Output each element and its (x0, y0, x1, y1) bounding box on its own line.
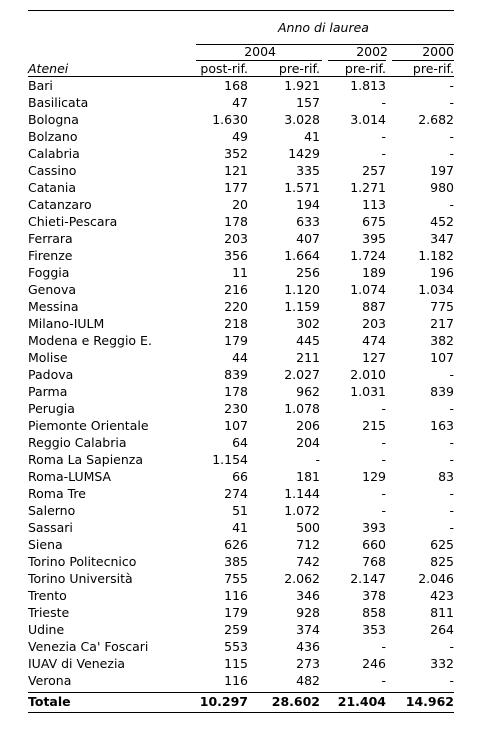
ateneo-name: Bolzano (28, 129, 78, 144)
ateneo-name: Verona (28, 673, 72, 688)
ateneo-name: Piemonte Orientale (28, 418, 149, 433)
col-header-post-rif: post-rif. (200, 61, 248, 76)
post-rif-2004-cell: 47 (232, 95, 248, 110)
super-header-rule (196, 44, 454, 45)
pre-rif-2004-cell: 211 (296, 350, 320, 365)
table-row (28, 230, 454, 247)
table-row (28, 570, 454, 587)
pre-rif-2004-cell: 3.028 (284, 112, 320, 127)
table-row (28, 502, 454, 519)
post-rif-2004-cell: 116 (224, 588, 248, 603)
pre-rif-2002-cell: 393 (362, 520, 386, 535)
post-rif-2004-cell: 178 (224, 214, 248, 229)
pre-rif-2004-cell: 1.072 (284, 503, 320, 518)
table-row (28, 145, 454, 162)
post-rif-2004-cell: 66 (232, 469, 248, 484)
pre-rif-2000-cell: - (449, 452, 454, 467)
pre-rif-2004-cell: 1.078 (284, 401, 320, 416)
pre-rif-2002-cell: 887 (362, 299, 386, 314)
pre-rif-2000-cell: - (449, 673, 454, 688)
pre-rif-2002-cell: - (381, 401, 386, 416)
pre-rif-2000-cell: 625 (430, 537, 454, 552)
table-row (28, 621, 454, 638)
table-row (28, 281, 454, 298)
post-rif-2004-cell: 839 (224, 367, 248, 382)
pre-rif-2002-cell: - (381, 503, 386, 518)
table-row (28, 468, 454, 485)
ateneo-name: Ferrara (28, 231, 73, 246)
ateneo-name: Udine (28, 622, 65, 637)
table-row (28, 162, 454, 179)
post-rif-2004-cell: 51 (232, 503, 248, 518)
post-rif-2004-cell: 385 (224, 554, 248, 569)
total-pre-rif-2002: 21.404 (337, 694, 386, 709)
ateneo-name: Bologna (28, 112, 79, 127)
pre-rif-2004-cell: 407 (296, 231, 320, 246)
pre-rif-2000-cell: - (449, 435, 454, 450)
pre-rif-2000-cell: 163 (430, 418, 454, 433)
ateneo-name: Padova (28, 367, 74, 382)
post-rif-2004-cell: 220 (224, 299, 248, 314)
post-rif-2004-cell: 168 (224, 78, 248, 93)
pre-rif-2004-cell: 1.571 (284, 180, 320, 195)
pre-rif-2004-cell: 273 (296, 656, 320, 671)
post-rif-2004-cell: 203 (224, 231, 248, 246)
post-rif-2004-cell: 1.154 (212, 452, 248, 467)
pre-rif-2002-cell: 660 (362, 537, 386, 552)
pre-rif-2000-cell: - (449, 520, 454, 535)
pre-rif-2004-cell: 1.159 (284, 299, 320, 314)
ateneo-name: Roma Tre (28, 486, 86, 501)
pre-rif-2002-cell: 113 (362, 197, 386, 212)
post-rif-2004-cell: 216 (224, 282, 248, 297)
pre-rif-2002-cell: - (381, 435, 386, 450)
year-2004-rule (196, 60, 322, 61)
pre-rif-2004-cell: 1.921 (284, 78, 320, 93)
pre-rif-2002-cell: 675 (362, 214, 386, 229)
table-row (28, 77, 454, 94)
pre-rif-2000-cell: 196 (430, 265, 454, 280)
pre-rif-2000-cell: - (449, 401, 454, 416)
table-row (28, 553, 454, 570)
pre-rif-2000-cell: 839 (430, 384, 454, 399)
ateneo-name: Foggia (28, 265, 70, 280)
pre-rif-2000-cell: - (449, 197, 454, 212)
table-row (28, 247, 454, 264)
year-2000-rule (392, 60, 454, 61)
ateneo-name: Roma La Sapienza (28, 452, 144, 467)
ateneo-name: Firenze (28, 248, 73, 263)
pre-rif-2004-cell: 742 (296, 554, 320, 569)
pre-rif-2004-cell: 712 (296, 537, 320, 552)
table-row (28, 349, 454, 366)
pre-rif-2004-cell: 157 (296, 95, 320, 110)
ateneo-name: Modena e Reggio E. (28, 333, 152, 348)
pre-rif-2002-cell: - (381, 452, 386, 467)
pre-rif-2002-cell: 768 (362, 554, 386, 569)
year-header-row (28, 44, 454, 61)
pre-rif-2004-cell: 445 (296, 333, 320, 348)
ateneo-name: Reggio Calabria (28, 435, 127, 450)
post-rif-2004-cell: 177 (224, 180, 248, 195)
year-2004-label: 2004 (244, 44, 276, 59)
top-rule (28, 10, 454, 11)
pre-rif-2000-cell: 811 (430, 605, 454, 620)
table-row (28, 179, 454, 196)
super-header (28, 20, 454, 42)
pre-rif-2002-cell: 2.147 (350, 571, 386, 586)
post-rif-2004-cell: 121 (224, 163, 248, 178)
total-table (28, 693, 454, 711)
table-row (28, 485, 454, 502)
ateneo-name: Catania (28, 180, 77, 195)
pre-rif-2002-cell: 2.010 (350, 367, 386, 382)
post-rif-2004-cell: 179 (224, 333, 248, 348)
ateneo-name: Torino Università (28, 571, 133, 586)
pre-rif-2000-cell: - (449, 486, 454, 501)
ateneo-name: Genova (28, 282, 77, 297)
table-row (28, 434, 454, 451)
post-rif-2004-cell: 755 (224, 571, 248, 586)
pre-rif-2002-cell: 1.724 (350, 248, 386, 263)
post-rif-2004-cell: 259 (224, 622, 248, 637)
pre-rif-2000-cell: 217 (430, 316, 454, 331)
table-row (28, 298, 454, 315)
ateneo-name: Milano-IULM (28, 316, 105, 331)
total-post-rif-2004: 10.297 (199, 694, 248, 709)
pre-rif-2000-cell: 347 (430, 231, 454, 246)
pre-rif-2000-cell: - (449, 95, 454, 110)
ateneo-name: Molise (28, 350, 68, 365)
pre-rif-2000-cell: 1.034 (418, 282, 454, 297)
post-rif-2004-cell: 274 (224, 486, 248, 501)
table-row (28, 332, 454, 349)
post-rif-2004-cell: 115 (224, 656, 248, 671)
table-row (28, 128, 454, 145)
pre-rif-2000-cell: 107 (430, 350, 454, 365)
bottom-rule (28, 712, 454, 713)
data-table (28, 77, 454, 689)
pre-rif-2002-cell: 257 (362, 163, 386, 178)
post-rif-2004-cell: 178 (224, 384, 248, 399)
ateneo-name: Perugia (28, 401, 75, 416)
pre-rif-2002-cell: 246 (362, 656, 386, 671)
pre-rif-2004-cell: 1429 (288, 146, 320, 161)
table-row (28, 366, 454, 383)
pre-rif-2004-cell: 962 (296, 384, 320, 399)
total-pre-rif-2000: 14.962 (405, 694, 454, 709)
ateneo-name: Bari (28, 78, 53, 93)
ateneo-name: IUAV di Venezia (28, 656, 126, 671)
pre-rif-2002-cell: - (381, 95, 386, 110)
ateneo-name: Salerno (28, 503, 76, 518)
pre-rif-2000-cell: - (449, 639, 454, 654)
pre-rif-2002-cell: 858 (362, 605, 386, 620)
pre-rif-2002-cell: - (381, 146, 386, 161)
table-row (28, 451, 454, 468)
table-row (28, 111, 454, 128)
pre-rif-2004-cell: 194 (296, 197, 320, 212)
pre-rif-2002-cell: 129 (362, 469, 386, 484)
table-row (28, 655, 454, 672)
pre-rif-2002-cell: 474 (362, 333, 386, 348)
total-label: Totale (28, 694, 71, 709)
post-rif-2004-cell: 107 (224, 418, 248, 433)
ateneo-name: Venezia Ca' Foscari (28, 639, 149, 654)
pre-rif-2002-cell: 203 (362, 316, 386, 331)
total-row (28, 693, 454, 711)
pre-rif-2002-cell: - (381, 673, 386, 688)
pre-rif-2004-cell: 346 (296, 588, 320, 603)
ateneo-name: Calabria (28, 146, 80, 161)
pre-rif-2000-cell: 197 (430, 163, 454, 178)
table-container (28, 10, 454, 713)
pre-rif-2004-cell: 335 (296, 163, 320, 178)
total-pre-rif-2004: 28.602 (271, 694, 320, 709)
pre-rif-2002-cell: 1.813 (350, 78, 386, 93)
pre-rif-2000-cell: 452 (430, 214, 454, 229)
post-rif-2004-cell: 356 (224, 248, 248, 263)
post-rif-2004-cell: 41 (232, 520, 248, 535)
pre-rif-2004-cell: 928 (296, 605, 320, 620)
pre-rif-2004-cell: 1.664 (284, 248, 320, 263)
pre-rif-2000-cell: 83 (438, 469, 454, 484)
table-body (28, 77, 454, 689)
ateneo-name: Basilicata (28, 95, 89, 110)
post-rif-2004-cell: 64 (232, 435, 248, 450)
header-rule (28, 76, 454, 77)
table-row (28, 587, 454, 604)
table-row (28, 604, 454, 621)
table-row (28, 672, 454, 689)
table-row (28, 383, 454, 400)
table-row (28, 519, 454, 536)
table-row (28, 536, 454, 553)
ateneo-name: Catanzaro (28, 197, 92, 212)
pre-rif-2004-cell: 633 (296, 214, 320, 229)
pre-rif-2004-cell: 256 (296, 265, 320, 280)
pre-rif-2002-cell: 395 (362, 231, 386, 246)
ateneo-name: Trieste (28, 605, 70, 620)
ateneo-name: Roma-LUMSA (28, 469, 112, 484)
table-row (28, 264, 454, 281)
pre-rif-2000-cell: 775 (430, 299, 454, 314)
pre-rif-2002-cell: 189 (362, 265, 386, 280)
ateneo-name: Trento (28, 588, 67, 603)
table-row (28, 638, 454, 655)
pre-rif-2002-cell: 1.074 (350, 282, 386, 297)
post-rif-2004-cell: 352 (224, 146, 248, 161)
pre-rif-2002-cell: 127 (362, 350, 386, 365)
pre-rif-2002-cell: 353 (362, 622, 386, 637)
table-row (28, 400, 454, 417)
pre-rif-2004-cell: - (315, 452, 320, 467)
post-rif-2004-cell: 626 (224, 537, 248, 552)
pre-rif-2000-cell: - (449, 129, 454, 144)
ateneo-name: Messina (28, 299, 79, 314)
row-header-label: Atenei (28, 61, 69, 76)
pre-rif-2000-cell: - (449, 367, 454, 382)
col-header-pre-rif-2000: pre-rif. (412, 61, 454, 76)
ateneo-name: Chieti-Pescara (28, 214, 118, 229)
pre-rif-2002-cell: 1.271 (350, 180, 386, 195)
pre-rif-2000-cell: 332 (430, 656, 454, 671)
post-rif-2004-cell: 1.630 (212, 112, 248, 127)
pre-rif-2000-cell: 1.182 (418, 248, 454, 263)
ateneo-name: Torino Politecnico (28, 554, 137, 569)
table-row (28, 94, 454, 111)
pre-rif-2000-cell: 382 (430, 333, 454, 348)
pre-rif-2004-cell: 1.144 (284, 486, 320, 501)
pre-rif-2004-cell: 206 (296, 418, 320, 433)
pre-rif-2000-cell: 980 (430, 180, 454, 195)
ateneo-name: Parma (28, 384, 68, 399)
post-rif-2004-cell: 49 (232, 129, 248, 144)
pre-rif-2000-cell: - (449, 503, 454, 518)
ateneo-name: Siena (28, 537, 63, 552)
pre-rif-2002-cell: - (381, 639, 386, 654)
pre-rif-2000-cell: 423 (430, 588, 454, 603)
post-rif-2004-cell: 20 (232, 197, 248, 212)
post-rif-2004-cell: 218 (224, 316, 248, 331)
column-header-row (28, 61, 454, 77)
pre-rif-2002-cell: - (381, 486, 386, 501)
ateneo-name: Sassari (28, 520, 73, 535)
pre-rif-2004-cell: 2.062 (284, 571, 320, 586)
pre-rif-2004-cell: 500 (296, 520, 320, 535)
post-rif-2004-cell: 116 (224, 673, 248, 688)
pre-rif-2000-cell: 2.682 (418, 112, 454, 127)
pre-rif-2000-cell: 2.046 (418, 571, 454, 586)
pre-rif-2004-cell: 1.120 (284, 282, 320, 297)
post-rif-2004-cell: 44 (232, 350, 248, 365)
year-2000-label: 2000 (422, 44, 454, 59)
pre-rif-2002-cell: 215 (362, 418, 386, 433)
pre-rif-2004-cell: 482 (296, 673, 320, 688)
post-rif-2004-cell: 11 (232, 265, 248, 280)
col-header-pre-rif-2002: pre-rif. (344, 61, 386, 76)
pre-rif-2002-cell: 1.031 (350, 384, 386, 399)
pre-rif-2004-cell: 181 (296, 469, 320, 484)
pre-rif-2004-cell: 204 (296, 435, 320, 450)
year-2002-label: 2002 (356, 44, 388, 59)
post-rif-2004-cell: 230 (224, 401, 248, 416)
pre-rif-2000-cell: - (449, 146, 454, 161)
pre-rif-2002-cell: 3.014 (350, 112, 386, 127)
pre-rif-2000-cell: 264 (430, 622, 454, 637)
pre-rif-2002-cell: - (381, 129, 386, 144)
table-row (28, 417, 454, 434)
table-row (28, 196, 454, 213)
pre-rif-2004-cell: 374 (296, 622, 320, 637)
table-row (28, 315, 454, 332)
col-header-pre-rif-2004: pre-rif. (278, 61, 320, 76)
post-rif-2004-cell: 553 (224, 639, 248, 654)
table-row (28, 213, 454, 230)
pre-rif-2004-cell: 41 (304, 129, 320, 144)
pre-rif-2000-cell: 825 (430, 554, 454, 569)
pre-rif-2004-cell: 2.027 (284, 367, 320, 382)
pre-rif-2002-cell: 378 (362, 588, 386, 603)
pre-rif-2000-cell: - (449, 78, 454, 93)
pre-rif-2004-cell: 302 (296, 316, 320, 331)
year-2002-rule (328, 60, 386, 61)
ateneo-name: Cassino (28, 163, 77, 178)
post-rif-2004-cell: 179 (224, 605, 248, 620)
pre-rif-2004-cell: 436 (296, 639, 320, 654)
super-header-label: Anno di laurea (278, 20, 369, 35)
